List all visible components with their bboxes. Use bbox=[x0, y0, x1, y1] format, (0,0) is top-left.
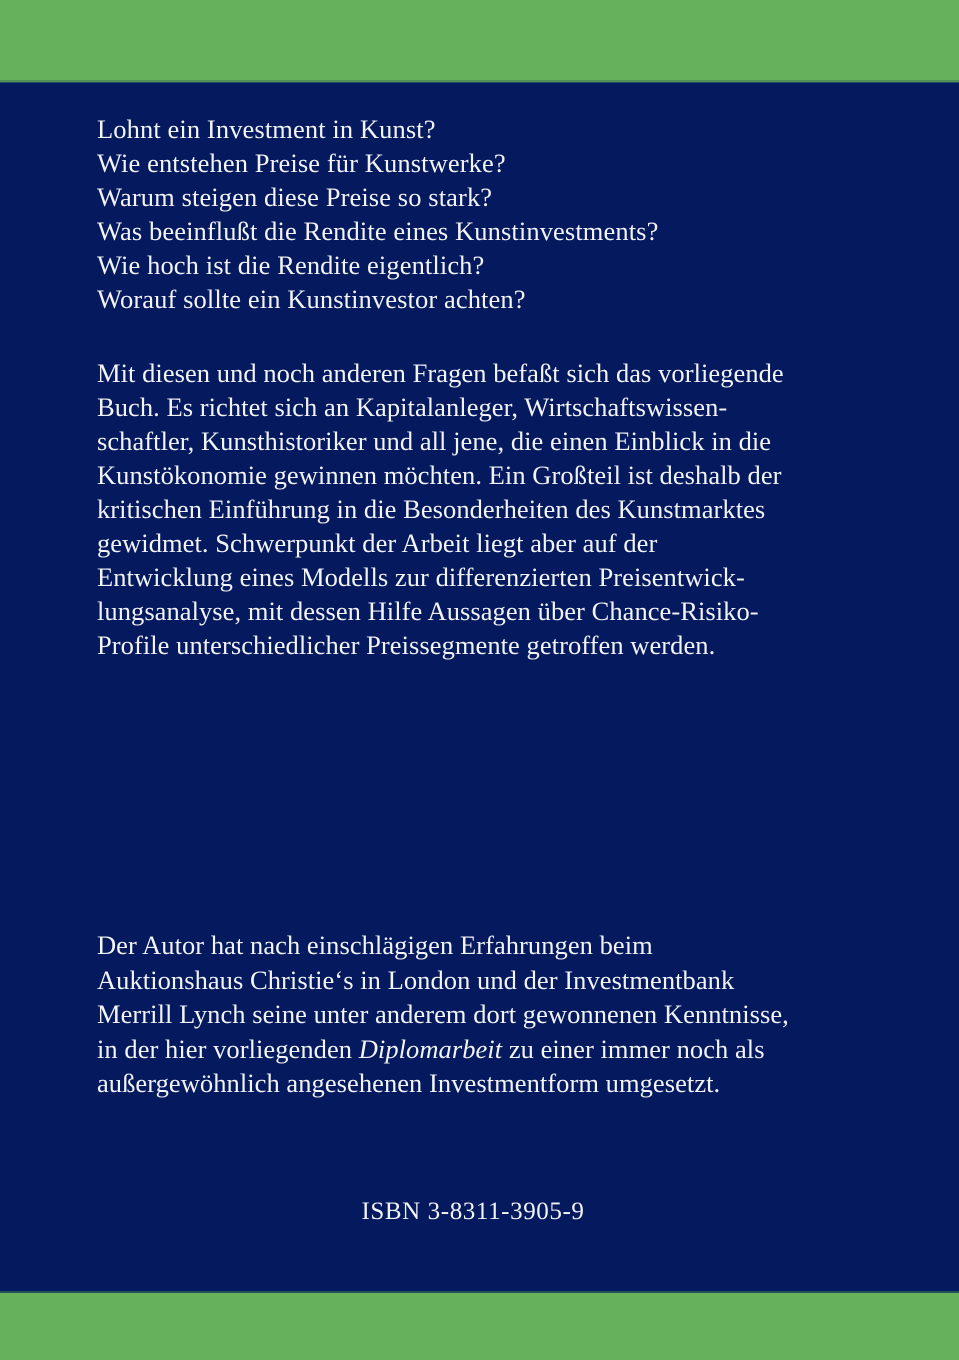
author-note-text-after: zu einer immer noch als bbox=[502, 1033, 765, 1064]
blurb-paragraph bbox=[97, 356, 849, 662]
question-line: Lohnt ein Investment in Kunst? bbox=[97, 114, 436, 144]
top-green-band bbox=[0, 0, 959, 82]
question-line: Was beeinflußt die Rendite eines Kunstinvestments? bbox=[97, 216, 659, 246]
question-line: Wie entstehen Preise für Kunstwerke? bbox=[97, 148, 506, 178]
blurb-line: Buch. Es richtet sich an Kapitalanleger, Wirtschaftswissen- bbox=[97, 392, 728, 422]
questions-block bbox=[97, 112, 849, 316]
top-band-seam bbox=[0, 80, 959, 83]
blurb-line: lungsanalyse, mit dessen Hilfe Aussagen über Chance-Risiko- bbox=[97, 596, 759, 626]
question-line: Worauf sollte ein Kunstinvestor achten? bbox=[97, 284, 526, 314]
author-note-line: außergewöhnlich angesehenen Investmentform umgesetzt. bbox=[97, 1068, 721, 1098]
blurb-line: Entwicklung eines Modells zur differenzierten Preisentwick- bbox=[97, 562, 745, 592]
author-note-text-before: in der hier vorliegenden bbox=[97, 1033, 359, 1064]
bottom-green-band bbox=[0, 1293, 959, 1360]
author-note-line-with-title bbox=[97, 1032, 849, 1067]
blurb-line: Profile unterschiedlicher Preissegmente getroffen werden. bbox=[97, 630, 716, 660]
blurb-line: Mit diesen und noch anderen Fragen befaßt sich das vorliegende bbox=[97, 358, 784, 388]
work-title-emphasis: Diplomarbeit bbox=[358, 1033, 503, 1064]
blurb-line: kritischen Einführung in die Besonderheiten des Kunstmarktes bbox=[97, 494, 766, 524]
author-note-line: Der Autor hat nach einschlägigen Erfahrungen beim bbox=[97, 930, 653, 960]
isbn-line: ISBN 3-8311-3905-9 bbox=[361, 1198, 585, 1225]
author-note-line: Auktionshaus Christie‘s in London und der Investmentbank bbox=[97, 964, 735, 995]
author-note-line: Merrill Lynch seine unter anderem dort gewonnenen Kenntnisse, bbox=[97, 999, 789, 1029]
author-note-block bbox=[97, 928, 849, 1101]
blurb-line: schaftler, Kunsthistoriker und all jene, die einen Einblick in die bbox=[97, 426, 772, 456]
question-line: Warum steigen diese Preise so stark? bbox=[97, 182, 493, 212]
blurb-line: gewidmet. Schwerpunkt der Arbeit liegt aber auf der bbox=[97, 528, 658, 558]
question-line: Wie hoch ist die Rendite eigentlich? bbox=[97, 250, 485, 280]
blurb-line: Kunstökonomie gewinnen möchten. Ein Großteil ist deshalb der bbox=[97, 460, 782, 490]
